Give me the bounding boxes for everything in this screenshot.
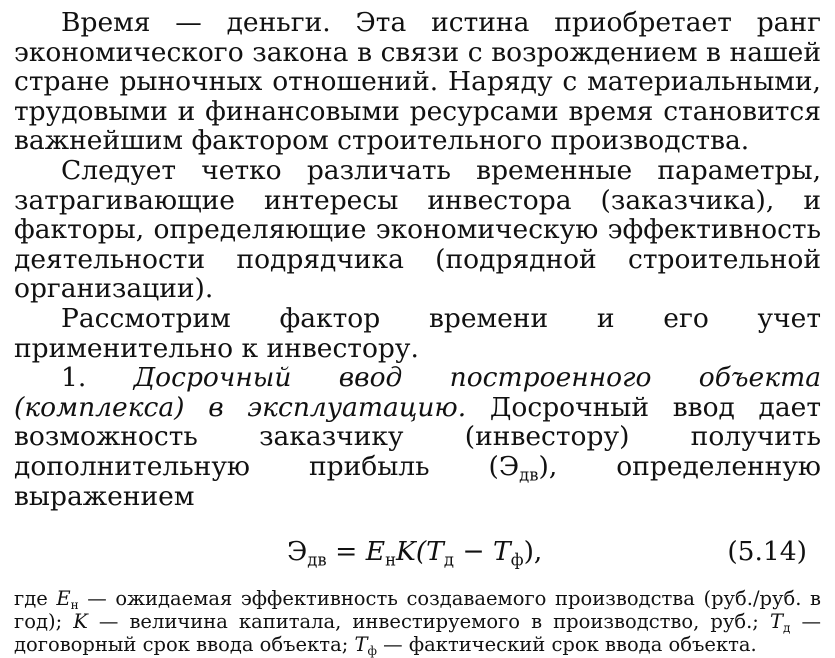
formula-lhs-sub: дв xyxy=(307,550,327,570)
item-title: Досрочный ввод построенного объекта (комплекса) в эксплуатацию. xyxy=(14,362,821,423)
profit-symbol-sub: дв xyxy=(519,465,539,485)
footnote-td: T xyxy=(769,610,783,634)
formula-expression xyxy=(287,517,542,587)
footnote-tf: T xyxy=(354,633,368,657)
footnote-en-desc: — ожидаемая эффективность создаваемого производства (руб./руб. в год); xyxy=(14,587,821,634)
formula-close: ), xyxy=(523,536,543,568)
formula-e: E xyxy=(365,536,386,568)
item-text-after: ), определенную выражением xyxy=(14,450,821,512)
profit-symbol-main: Э xyxy=(498,450,520,482)
formula-5-14 xyxy=(14,517,821,587)
paragraph-time-money: Время — деньги. Эта истина приобретает ранг экономического закона в связи с возрождением в нашей стране рыночных отношений. Наряду с материальными, трудовыми и финансовыми ресурсами время становится важнейшим фактором строительного производства. xyxy=(14,7,821,157)
footnote-tf-sub: ф xyxy=(367,643,377,658)
item-text-before: Досрочный ввод дает возможность заказчику (инвестору) получить дополнительную прибыль ( xyxy=(14,391,821,482)
formula-t1: T xyxy=(426,536,444,568)
footnote-where-word: где xyxy=(14,587,57,611)
footnote-k-desc: — величина капитала, инвестируемого в производство, руб.; xyxy=(87,610,770,634)
formula-equals: = xyxy=(326,536,366,568)
formula-t2: T xyxy=(493,536,511,568)
footnote-tf-desc: — фактический срок ввода объекта. xyxy=(376,633,757,657)
formula-e-sub: н xyxy=(385,550,397,570)
formula-t2-sub: ф xyxy=(510,550,524,570)
paragraph-time-parameters: Следует четко различать временные параметры, затрагивающие интересы инвестора (заказчика), и факторы, определяющие экономическую эффективность деятельности подрядчика (подрядной строительной организации). xyxy=(14,154,821,305)
paragraph-investor: Рассмотрим фактор времени и его учет применительно к инвестору. xyxy=(14,302,821,364)
paragraph-item-1 xyxy=(14,363,821,511)
formula-t1-sub: д xyxy=(443,550,454,570)
formula-number: (5.14) xyxy=(727,536,807,568)
footnote-en-sub: н xyxy=(70,597,79,612)
footnote-en: E xyxy=(56,587,71,611)
formula-k: K( xyxy=(396,536,427,568)
footnote-k: K xyxy=(73,610,88,634)
formula-minus: − xyxy=(453,536,494,568)
formula-lhs: Э xyxy=(287,536,308,568)
footnote-td-desc: — договорный срок ввода объекта; xyxy=(14,610,821,657)
profit-symbol xyxy=(498,450,539,485)
footnote-td-sub: д xyxy=(782,620,791,635)
footnote-where xyxy=(14,587,821,656)
item-number: 1. xyxy=(61,362,87,394)
